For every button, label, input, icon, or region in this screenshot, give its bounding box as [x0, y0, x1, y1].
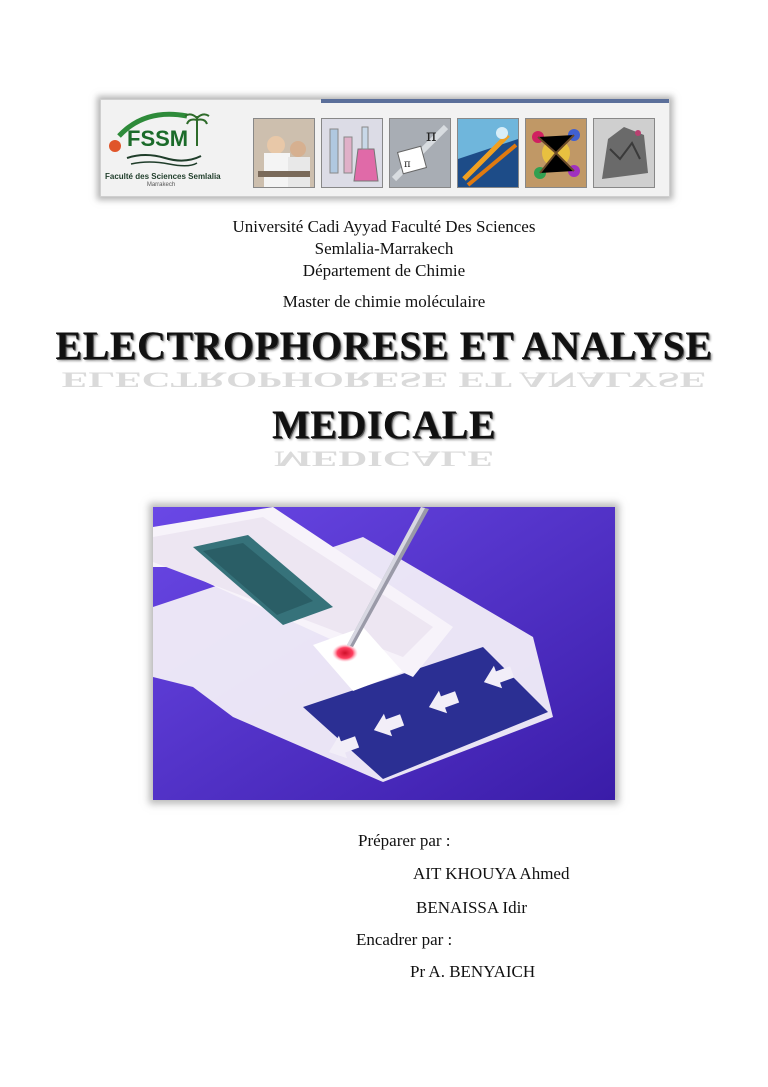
logo-city: Marrakech [146, 182, 176, 188]
author-name-2: BENAISSA Idir [416, 898, 527, 917]
molecule-icon [525, 118, 587, 188]
rock-sample-icon [593, 118, 655, 188]
fssm-logo [105, 106, 221, 188]
program-name: Master de chimie moléculaire [282, 292, 486, 311]
header-banner [100, 99, 670, 197]
logo-caption: Faculté des Sciences Semlalia [105, 172, 221, 181]
banner-accent-line [321, 99, 669, 103]
pi-symbol-icon [389, 118, 451, 188]
electrophoresis-photo [153, 507, 615, 800]
electrophoresis-strip-icon [153, 507, 615, 800]
university-name: Université Cadi Ayyad Faculté Des Sciences [232, 217, 536, 236]
lab-glassware-icon [321, 118, 383, 188]
svg-text:π: π [426, 126, 437, 145]
supervised-by-label: Encadrer par : [356, 930, 453, 949]
author-name-1: AIT KHOUYA Ahmed [413, 864, 570, 883]
document-title-line1: ELECTROPHORESE ET ANALYSE [55, 323, 713, 368]
department-name: Département de Chimie [302, 261, 466, 280]
title-reflection-line1: ELECTROPHORESE ET ANALYSE [61, 367, 707, 393]
logo-text: FSSM [127, 126, 189, 151]
campus-name: Semlalia-Marrakech [314, 239, 454, 258]
logo-emblem-icon [105, 106, 217, 172]
instrument-icon [457, 118, 519, 188]
title-reflection-line2: MEDICALE [273, 446, 495, 472]
supervisor-name: Pr A. BENYAICH [410, 962, 536, 981]
svg-text:π: π [404, 159, 411, 170]
document-title-line2: MEDICALE [271, 402, 497, 447]
lab-scientist-icon [253, 118, 315, 188]
prepared-by-label: Préparer par : [358, 831, 451, 850]
